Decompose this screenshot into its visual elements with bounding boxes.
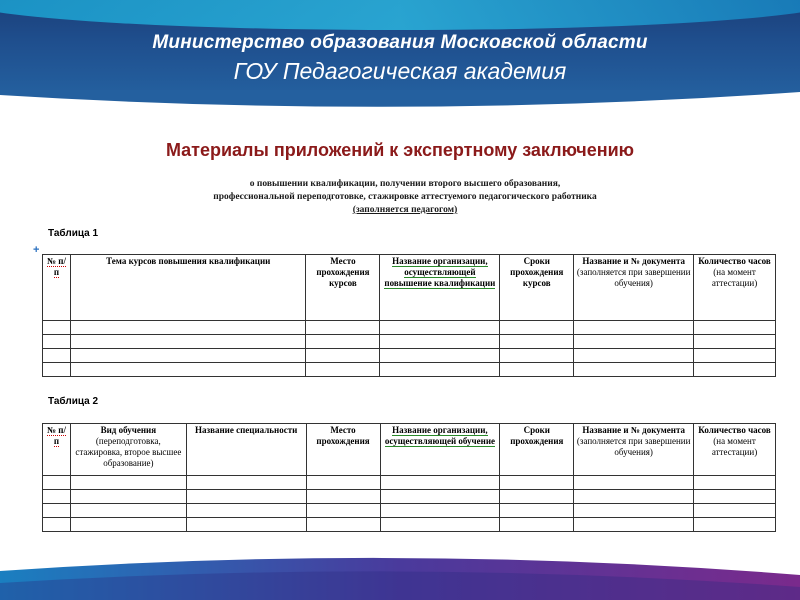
t2-col-place: Место прохождения <box>306 424 380 476</box>
table-row <box>43 349 776 363</box>
table-2 <box>42 423 776 532</box>
t2-col-document: Название и № документа (заполняется при завершении обучения) <box>574 424 694 476</box>
t2-col-dates: Сроки прохождения <box>500 424 574 476</box>
t2-col-number: № п/п <box>43 424 71 476</box>
table-move-handle-icon[interactable]: + <box>33 244 40 256</box>
ministry-title: Министерство образования Московской области <box>152 32 648 53</box>
t2-col-organization: Название организации, осуществляющей обучение <box>380 424 500 476</box>
table1-label: Таблица 1 <box>48 228 99 239</box>
doc-heading-line1: о повышении квалификации, получении второго высшего образования, <box>249 179 561 189</box>
doc-heading-line2: профессиональной переподготовке, стажировке аттестуемого педагогического работника <box>213 192 597 202</box>
footer-wave <box>0 553 800 600</box>
t1-col-dates: Сроки прохождения курсов <box>500 255 574 321</box>
header-wave <box>0 90 800 130</box>
t2-col-training-type: Вид обучения (переподготовка, стажировка, второе высшее образование) <box>70 424 186 476</box>
slide-header <box>0 0 800 95</box>
table-row <box>43 518 776 532</box>
t2-col-hours: Количество часов (на момент аттестации) <box>694 424 776 476</box>
t1-col-hours: Количество часов (на момент аттестации) <box>694 255 776 321</box>
table-row <box>43 476 776 490</box>
t2-col-specialty: Название специальности <box>186 424 306 476</box>
table-row <box>43 321 776 335</box>
table-row <box>43 504 776 518</box>
table2-label: Таблица 2 <box>48 396 99 407</box>
table-row <box>43 335 776 349</box>
t1-col-place: Место прохождения курсов <box>306 255 380 321</box>
academy-title: ГОУ Педагогическая академия <box>233 58 567 84</box>
t1-col-document: Название и № документа (заполняется при завершении обучения) <box>574 255 694 321</box>
document-heading <box>30 178 780 217</box>
t1-col-organization: Название организации, осуществляющей повышение квалификации <box>380 255 500 321</box>
table-row <box>43 363 776 377</box>
doc-heading-line3: (заполняется педагогом) <box>352 205 458 215</box>
t1-col-number: № п/п <box>43 255 71 321</box>
slide-title: Материалы приложений к экспертному заключению <box>165 140 635 160</box>
table-1 <box>42 254 776 377</box>
table-row <box>43 490 776 504</box>
t1-col-topic: Тема курсов повышения квалификации <box>70 255 306 321</box>
